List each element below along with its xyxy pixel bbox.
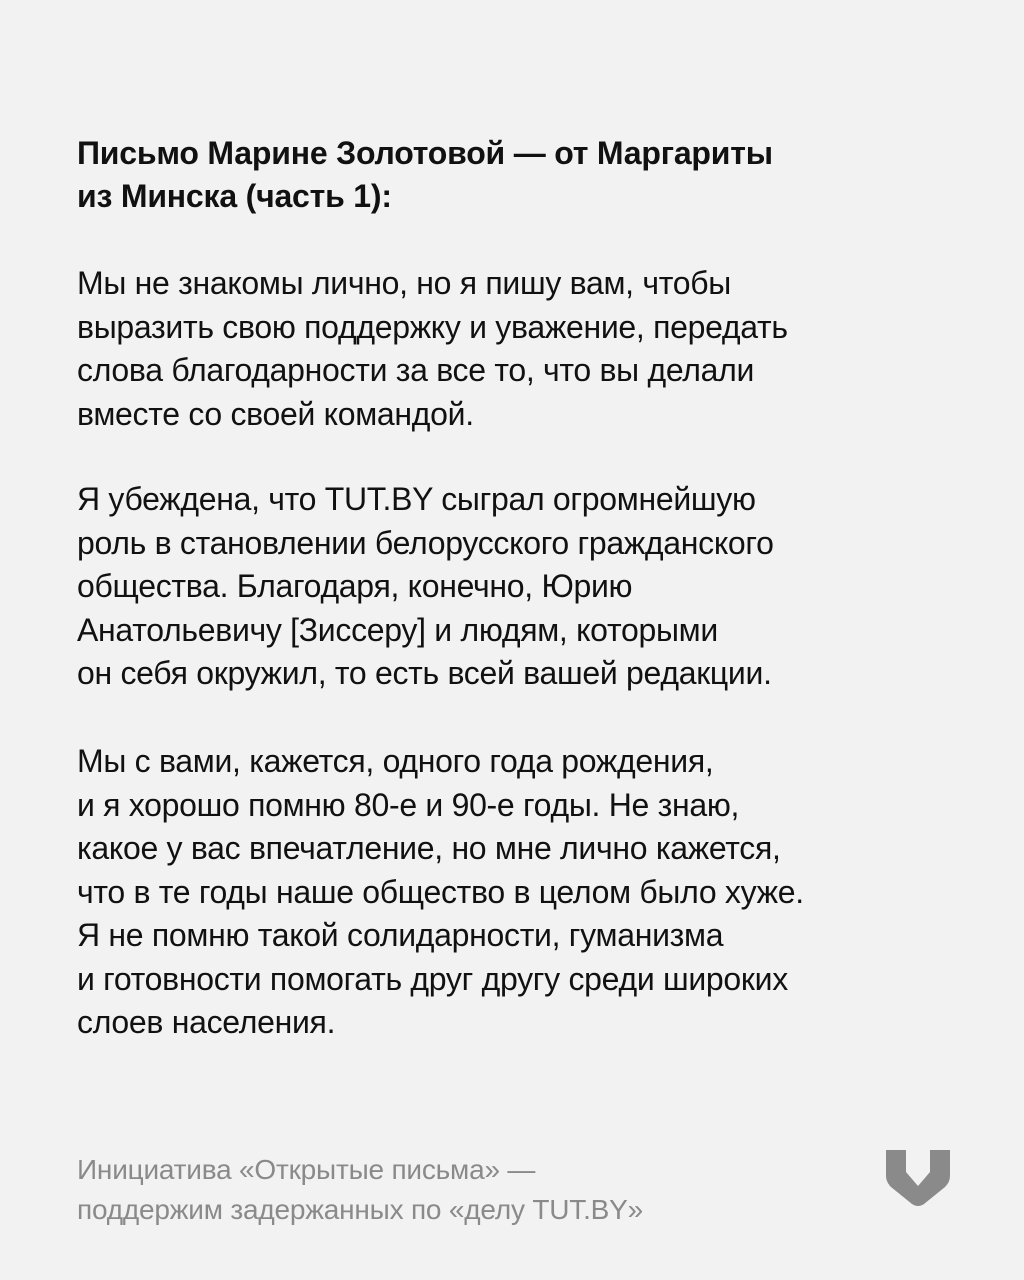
paragraph-line: Анатольевичу [Зиссеру] и людям, которыми	[77, 611, 718, 648]
paragraph-line: выразить свою поддержку и уважение, передать	[77, 308, 788, 345]
paragraph-line: слоев населения.	[77, 1004, 336, 1040]
initiative-footer	[77, 1150, 643, 1230]
paragraph-line: Я не помню такой солидарности, гуманизма	[77, 917, 724, 953]
paragraph-line: Мы не знакомы лично, но я пишу вам, чтобы	[77, 265, 731, 301]
paragraph-line: общества. Благодаря, конечно, Юрию	[77, 568, 633, 604]
paragraph-line: Я убеждена, что TUT.BY сыграл огромнейшую	[77, 481, 756, 517]
footer-line-2: поддержим задержанных по «делу TUT.BY»	[77, 1194, 643, 1225]
letter-paragraph-1	[77, 262, 977, 436]
logo-shape	[886, 1150, 950, 1206]
paragraph-line: и я хорошо помню 80-е и 90-е годы. Не знаю,	[77, 786, 740, 823]
paragraph-line: вместе со своей командой.	[77, 395, 474, 432]
paragraph-line: он себя окружил, то есть всей вашей редакции.	[77, 655, 772, 691]
paragraph-line: Мы с вами, кажется, одного года рождения,	[77, 743, 714, 779]
paragraph-line: какое у вас впечатление, но мне лично кажется,	[77, 830, 781, 866]
paragraph-line: что в те годы наше общество в целом было хуже.	[77, 873, 804, 910]
footer-line-1: Инициатива «Открытые письма» —	[77, 1154, 536, 1185]
letter-paragraph-3	[77, 740, 977, 1045]
paragraph-line: роль в становлении белорусского гражданского	[77, 524, 774, 561]
title-line-1: Письмо Марине Золотовой — от Маргариты	[77, 135, 773, 171]
paragraph-line: и готовности помогать друг другу среди широких	[77, 960, 788, 997]
letter-title	[77, 132, 957, 218]
paragraph-line: слова благодарности за все то, что вы делали	[77, 352, 755, 388]
title-line-2: из Минска (часть 1):	[77, 178, 392, 214]
shield-v-logo-icon	[886, 1150, 950, 1206]
letter-paragraph-2	[77, 478, 977, 696]
